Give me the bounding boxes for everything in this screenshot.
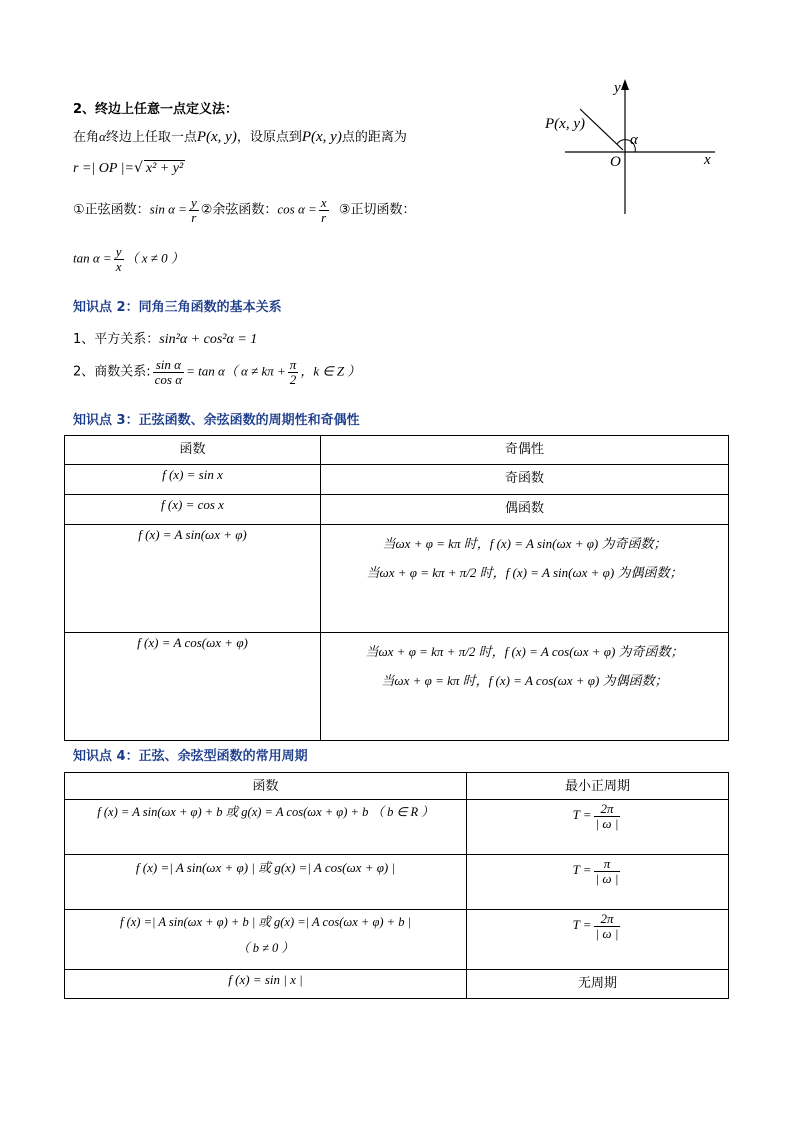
table-row: f (x) = cos x 偶函数 xyxy=(65,495,729,525)
point-label: P(x, y) xyxy=(545,116,585,132)
parity-table-header-parity: 奇偶性 xyxy=(321,436,729,465)
table-row: f (x) = A cos(ωx + φ) 当ωx + φ = kπ + π/2 时，f (x) = A cos(ωx + φ) 为奇函数； 当ωx + φ = kπ 时，f (x) = A cos(ωx + φ) 为偶函数； xyxy=(65,633,729,741)
table-row: f (x) =| A sin(ωx + φ) | 或 g(x) =| A cos(ωx + φ) | T = $\frac{\pi}{| \omega |}$ xyxy=(65,855,729,910)
parity-table xyxy=(64,435,729,741)
coordinate-diagram xyxy=(540,74,730,219)
x-axis-label: x xyxy=(704,152,711,168)
table-row: f (x) =| A sin(ωx + φ) + b | 或 g(x) =| A cos(ωx + φ) + b | （ b ≠ 0 ） T = $\frac{2\pi}{| \omega |}$ xyxy=(65,910,729,970)
table-row: f (x) = sin x 奇函数 xyxy=(65,465,729,495)
section2-title: 2、终边上任意一点定义法： xyxy=(73,102,239,117)
table-row: f (x) = A sin(ωx + φ) 当ωx + φ = kπ 时，f (x) = A sin(ωx + φ) 为奇函数； 当ωx + φ = kπ + π/2 时，f (x) = A sin(ωx + φ) 为偶函数； xyxy=(65,525,729,633)
y-axis-arrow xyxy=(621,79,629,90)
table-row: f (x) = sin | x | 无周期 xyxy=(65,970,729,999)
definition-line: 在角α终边上任取一点P(x, y)，设原点到P(x, y)点的距离为 xyxy=(73,129,407,145)
table-row: f (x) = A sin(ωx + φ) + b 或 g(x) = A cos(ωx + φ) + b （ b ∈ R ） T = $\frac{2\pi}{| \omega |}$ xyxy=(65,800,729,855)
origin-label: O xyxy=(610,154,621,170)
radius-formula: r =| OP |=√ x² + y² xyxy=(73,160,184,176)
tan-definition: tan α = $\frac{y}{x}$ （ x ≠ 0 ） xyxy=(73,244,184,274)
period-table-header-func: 函数 xyxy=(65,773,467,800)
angle-label: α xyxy=(630,132,638,148)
square-relation: 1、平方关系：sin²α + cos²α = 1 xyxy=(73,332,258,347)
period-table xyxy=(64,772,729,999)
kp3-title: 知识点 3：正弦函数、余弦函数的周期性和奇偶性 xyxy=(73,413,360,428)
trig-definitions: ①正弦函数：sin α = $\frac{y}{r}$ ②余弦函数：cos α = $\frac{x}{r}$ ③正切函数： xyxy=(73,195,416,225)
kp2-title: 知识点 2：同角三角函数的基本关系 xyxy=(73,300,282,315)
y-axis-label: y xyxy=(614,80,621,96)
quotient-relation: 2、商数关系: $\frac{\text{sin α}}{\text{cos α}}$ = tan α（ α ≠ kπ + $\frac{\pi}{2}$ ，k ∈ Z ） xyxy=(73,357,361,387)
kp4-title: 知识点 4：正弦、余弦型函数的常用周期 xyxy=(73,749,308,764)
terminal-side xyxy=(580,109,623,150)
parity-table-header-func: 函数 xyxy=(65,436,321,465)
period-table-header-period: 最小正周期 xyxy=(467,773,729,800)
